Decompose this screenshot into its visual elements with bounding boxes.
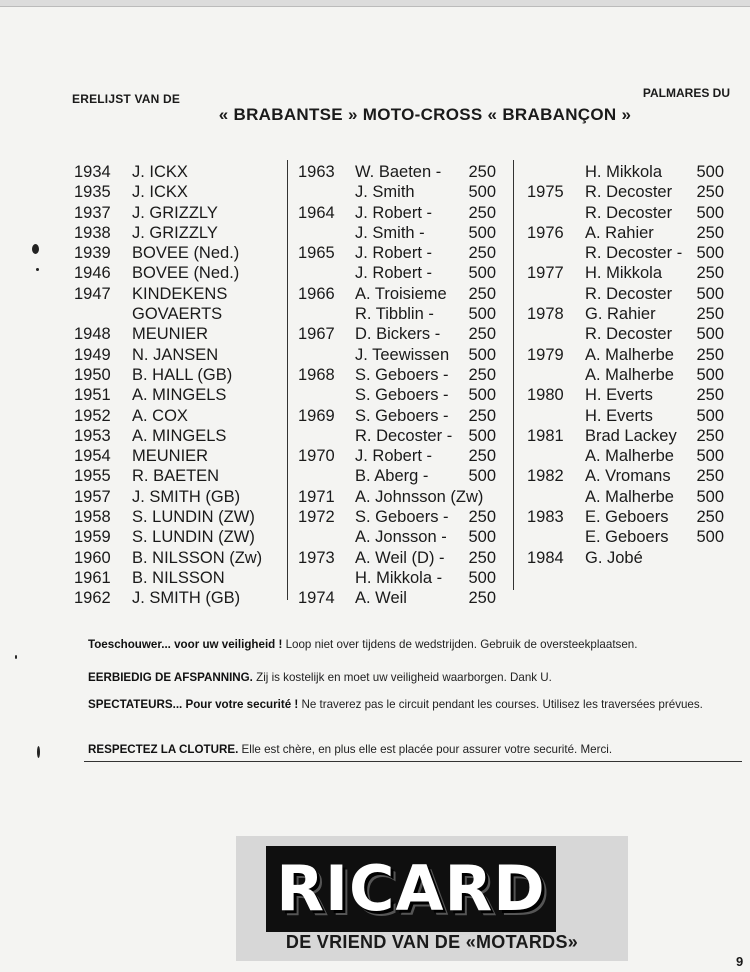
honours-column-1: [74, 162, 289, 609]
year-cell: 1939: [74, 244, 111, 263]
honours-row: [527, 487, 732, 507]
class-cell: 250: [468, 244, 496, 263]
class-cell: 500: [468, 528, 496, 547]
ricard-logo: RICARD: [276, 852, 546, 925]
notice-4: [88, 742, 738, 757]
honours-row: [74, 324, 289, 344]
class-cell: 500: [696, 365, 724, 384]
honours-row: [298, 426, 510, 446]
honours-row: [298, 446, 510, 466]
honours-row: [74, 203, 289, 223]
class-cell: 250: [468, 589, 496, 608]
class-cell: 500: [696, 528, 724, 547]
year-cell: 1958: [74, 508, 111, 527]
winner-cell: E. Geboers: [585, 528, 669, 547]
class-cell: 500: [468, 183, 496, 202]
notice-4-bold: RESPECTEZ LA CLOTURE.: [88, 743, 239, 756]
honours-row: [298, 203, 510, 223]
winner-cell: G. Rahier: [585, 305, 656, 324]
winner-cell: J. GRIZZLY: [132, 203, 218, 222]
honours-row: [527, 345, 732, 365]
honours-row: [74, 527, 289, 547]
winner-cell: G. Jobé: [585, 548, 643, 567]
winner-cell: R. BAETEN: [132, 467, 220, 486]
honours-row: [74, 548, 289, 568]
class-cell: 500: [468, 467, 496, 486]
winner-cell: W. Baeten -: [355, 163, 442, 181]
print-speck: [36, 268, 39, 271]
notice-1-bold: Toeschouwer... voor uw veiligheid !: [88, 638, 283, 651]
winner-cell: S. LUNDIN (ZW): [132, 528, 255, 547]
honours-row: [527, 446, 732, 466]
honours-column-3: [527, 162, 732, 568]
year-cell: 1947: [74, 284, 111, 303]
year-cell: 1954: [74, 447, 111, 466]
class-cell: 500: [696, 284, 724, 303]
year-cell: 1960: [74, 548, 111, 567]
year-cell: 1953: [74, 426, 111, 445]
class-cell: 500: [468, 386, 496, 405]
winner-cell: J. Robert -: [355, 244, 433, 263]
honours-row: [527, 223, 732, 243]
year-cell: 1966: [298, 284, 335, 303]
honours-row: [527, 426, 732, 446]
winner-cell: J. Robert -: [355, 447, 433, 466]
year-cell: 1952: [74, 406, 111, 425]
year-cell: 1984: [527, 548, 564, 567]
notice-4-text: Elle est chère, en plus elle est placée pour assurer votre securité. Merci.: [238, 743, 613, 756]
class-cell: 500: [696, 163, 724, 181]
winner-cell: BOVEE (Ned.): [132, 244, 240, 263]
winner-cell: A. MINGELS: [132, 386, 227, 405]
winner-cell: J. GRIZZLY: [132, 223, 218, 242]
winner-cell: D. Bickers -: [355, 325, 441, 344]
honours-row: [527, 527, 732, 547]
honours-row: [74, 182, 289, 202]
honours-row: [298, 507, 510, 527]
year-cell: 1974: [298, 589, 335, 608]
winner-cell: S. Geboers -: [355, 386, 449, 405]
winner-cell: B. NILSSON (Zw): [132, 548, 263, 567]
winner-cell: H. Mikkola -: [355, 568, 443, 587]
class-cell: 500: [696, 406, 724, 425]
honours-row: [298, 466, 510, 486]
winner-cell: J. SMITH (GB): [132, 589, 241, 608]
winner-cell: S. Geboers -: [355, 406, 449, 425]
class-cell: 250: [696, 386, 724, 405]
ad-tagline: DE VRIEND VAN DE «MOTARDS»: [285, 932, 579, 952]
print-speck: [15, 655, 17, 659]
winner-cell: A. Malherbe: [585, 447, 674, 466]
year-cell: 1957: [74, 487, 111, 506]
year-cell: 1979: [527, 345, 564, 364]
winner-cell: J. ICKX: [132, 163, 188, 181]
winner-cell: KINDEKENS: [132, 284, 228, 303]
print-speck: [37, 746, 40, 758]
honours-row: [527, 548, 732, 568]
honours-row: [74, 588, 289, 608]
winner-cell: B. HALL (GB): [132, 365, 233, 384]
honours-row: [74, 487, 289, 507]
year-cell: 1976: [527, 223, 564, 242]
year-cell: 1982: [527, 467, 564, 486]
class-cell: 500: [696, 325, 724, 344]
winner-cell: A. Malherbe: [585, 487, 674, 506]
winner-cell: S. Geboers -: [355, 508, 449, 527]
honours-row: [298, 324, 510, 344]
ricard-advertisement: [236, 836, 628, 961]
class-cell: 250: [696, 426, 724, 445]
class-cell: 500: [468, 305, 496, 324]
honours-row: [527, 284, 732, 304]
notice-3: [88, 697, 738, 712]
honours-row: [298, 263, 510, 283]
winner-cell: H. Mikkola: [585, 264, 663, 283]
class-cell: 500: [696, 244, 724, 263]
notice-2: [88, 670, 738, 685]
winner-cell: J. Robert -: [355, 264, 433, 283]
notice-1-text: Loop niet over tijdens de wedstrijden. Gebruik de oversteekplaatsen.: [282, 638, 638, 651]
honours-row: [298, 223, 510, 243]
honours-row: [527, 304, 732, 324]
year-cell: 1981: [527, 426, 564, 445]
winner-cell: J. Robert -: [355, 203, 433, 222]
honours-row: [74, 162, 289, 182]
winner-cell: Brad Lackey: [585, 426, 677, 445]
year-cell: 1964: [298, 203, 335, 222]
year-cell: 1961: [74, 568, 111, 587]
winner-cell: J. SMITH (GB): [132, 487, 241, 506]
class-cell: 250: [468, 163, 496, 181]
honours-row: [74, 345, 289, 365]
winner-cell: J. Smith -: [355, 223, 425, 242]
honours-row: [74, 406, 289, 426]
year-cell: 1948: [74, 325, 111, 344]
honours-row: [298, 162, 510, 182]
winner-cell: H. Everts: [585, 406, 653, 425]
honours-row: [298, 548, 510, 568]
year-cell: 1959: [74, 528, 111, 547]
class-cell: 250: [696, 223, 724, 242]
honours-row: [298, 588, 510, 608]
year-cell: 1963: [298, 163, 335, 181]
honours-row: [527, 406, 732, 426]
class-cell: 250: [468, 406, 496, 425]
honours-row: [74, 568, 289, 588]
winner-cell: A. Weil: [355, 589, 407, 608]
honours-row: [298, 304, 510, 324]
winner-cell: R. Decoster: [585, 183, 673, 202]
class-cell: 250: [468, 325, 496, 344]
page-number: 9: [736, 954, 744, 969]
class-cell: 250: [696, 345, 724, 364]
winner-cell: J. ICKX: [132, 183, 188, 202]
winner-cell: H. Everts: [585, 386, 653, 405]
title-text: « BRABANTSE » MOTO-CROSS « BRABANÇON »: [218, 105, 632, 124]
year-cell: 1968: [298, 365, 335, 384]
winner-cell: A. Malherbe: [585, 365, 674, 384]
column-divider-2: [513, 160, 514, 590]
class-cell: 250: [468, 365, 496, 384]
class-cell: 250: [696, 508, 724, 527]
winner-cell: A. Jonsson -: [355, 528, 447, 547]
winner-cell: MEUNIER: [132, 447, 209, 466]
winner-cell: A. Rahier: [585, 223, 654, 242]
honours-row: [527, 365, 732, 385]
honours-row: [527, 243, 732, 263]
header-left-label: ERELIJST VAN DE: [72, 92, 181, 106]
print-speck: [32, 244, 39, 254]
class-cell: 500: [468, 426, 496, 445]
honours-row: [74, 365, 289, 385]
honours-row: [298, 284, 510, 304]
ricard-logo-box: [266, 846, 556, 932]
class-cell: 250: [696, 264, 724, 283]
winner-cell: S. LUNDIN (ZW): [132, 508, 255, 527]
winner-cell: A. Vromans: [585, 467, 671, 486]
class-cell: 250: [468, 203, 496, 222]
class-cell: 250: [468, 508, 496, 527]
winner-cell: BOVEE (Ned.): [132, 264, 240, 283]
honours-row: [527, 324, 732, 344]
winner-cell: B. Aberg -: [355, 467, 429, 486]
class-cell: 500: [468, 223, 496, 242]
class-cell: 250: [468, 284, 496, 303]
winner-cell: GOVAERTS: [132, 305, 223, 324]
honours-row: [74, 507, 289, 527]
class-cell: 500: [468, 345, 496, 364]
honours-row: [298, 568, 510, 588]
class-cell: 250: [468, 447, 496, 466]
winner-cell: E. Geboers: [585, 508, 669, 527]
class-cell: 250: [696, 467, 724, 486]
page-title: [0, 105, 750, 125]
winner-cell: R. Tibblin -: [355, 305, 434, 324]
winner-cell: H. Mikkola: [585, 163, 663, 181]
year-cell: 1950: [74, 365, 111, 384]
winner-cell: S. Geboers -: [355, 365, 449, 384]
year-cell: 1983: [527, 508, 564, 527]
notice-bottom-rule: [84, 761, 742, 762]
year-cell: 1970: [298, 447, 335, 466]
notice-1: [88, 637, 738, 652]
year-cell: 1951: [74, 386, 111, 405]
year-cell: 1934: [74, 163, 111, 181]
honours-row: [527, 263, 732, 283]
winner-cell: J. Smith: [355, 183, 415, 202]
honours-row: [298, 406, 510, 426]
honours-row: [527, 182, 732, 202]
page-top-edge: [0, 0, 750, 7]
class-cell: 500: [468, 264, 496, 283]
honours-row: [74, 284, 289, 304]
winner-cell: A. Troisieme: [355, 284, 447, 303]
winner-cell: R. Decoster -: [355, 426, 453, 445]
year-cell: 1969: [298, 406, 335, 425]
class-cell: 250: [696, 305, 724, 324]
winner-cell: N. JANSEN: [132, 345, 219, 364]
notice-3-text: Ne traverez pas le circuit pendant les courses. Utilisez les traversées prévues.: [298, 698, 703, 711]
honours-row: [74, 263, 289, 283]
honours-row: [527, 507, 732, 527]
year-cell: 1978: [527, 305, 564, 324]
year-cell: 1971: [298, 487, 335, 506]
class-cell: 500: [696, 203, 724, 222]
year-cell: 1965: [298, 244, 335, 263]
notice-3-bold: SPECTATEURS... Pour votre securité !: [88, 698, 299, 711]
year-cell: 1975: [527, 183, 564, 202]
winner-cell: J. Teewissen: [355, 345, 450, 364]
year-cell: 1967: [298, 325, 335, 344]
notice-2-text: Zij is kostelijk en moet uw veiligheid waarborgen. Dank U.: [252, 671, 552, 684]
honours-row: [298, 345, 510, 365]
honours-row: [74, 446, 289, 466]
winner-cell: A. Malherbe: [585, 345, 674, 364]
class-cell: 500: [468, 568, 496, 587]
winner-cell: B. NILSSON: [132, 568, 225, 587]
winner-cell: R. Decoster: [585, 284, 673, 303]
year-cell: 1962: [74, 589, 111, 608]
honours-row: [298, 243, 510, 263]
year-cell: 1977: [527, 264, 564, 283]
class-cell: 500: [696, 447, 724, 466]
honours-row: [298, 527, 510, 547]
winner-cell: MEUNIER: [132, 325, 209, 344]
year-cell: 1955: [74, 467, 111, 486]
winner-cell: A. MINGELS: [132, 426, 227, 445]
header-right-label: PALMARES DU: [642, 86, 730, 100]
winner-cell: R. Decoster -: [585, 244, 683, 263]
year-cell: 1973: [298, 548, 335, 567]
class-cell: 250: [468, 548, 496, 567]
winner-cell: R. Decoster: [585, 325, 673, 344]
honours-row: [527, 162, 732, 182]
year-cell: 1946: [74, 264, 111, 283]
honours-row: [74, 466, 289, 486]
winner-cell: R. Decoster: [585, 203, 673, 222]
honours-row: [527, 203, 732, 223]
honours-row: [298, 487, 510, 507]
winner-cell: A. Weil (D) -: [355, 548, 445, 567]
year-cell: 1972: [298, 508, 335, 527]
class-cell: 500: [696, 487, 724, 506]
year-cell: 1938: [74, 223, 111, 242]
honours-column-2: [298, 162, 510, 609]
year-cell: 1937: [74, 203, 111, 222]
honours-row: [74, 304, 289, 324]
honours-row: [74, 385, 289, 405]
honours-row: [298, 182, 510, 202]
year-cell: 1949: [74, 345, 111, 364]
winner-cell: A. Johnsson (Zw): [355, 487, 484, 506]
honours-row: [74, 426, 289, 446]
year-cell: 1980: [527, 386, 564, 405]
honours-row: [74, 223, 289, 243]
honours-row: [298, 365, 510, 385]
honours-row: [74, 243, 289, 263]
class-cell: 250: [696, 183, 724, 202]
honours-row: [298, 385, 510, 405]
honours-row: [527, 385, 732, 405]
year-cell: 1935: [74, 183, 111, 202]
winner-cell: A. COX: [132, 406, 188, 425]
honours-row: [527, 466, 732, 486]
notice-2-bold: EERBIEDIG DE AFSPANNING.: [88, 671, 253, 684]
